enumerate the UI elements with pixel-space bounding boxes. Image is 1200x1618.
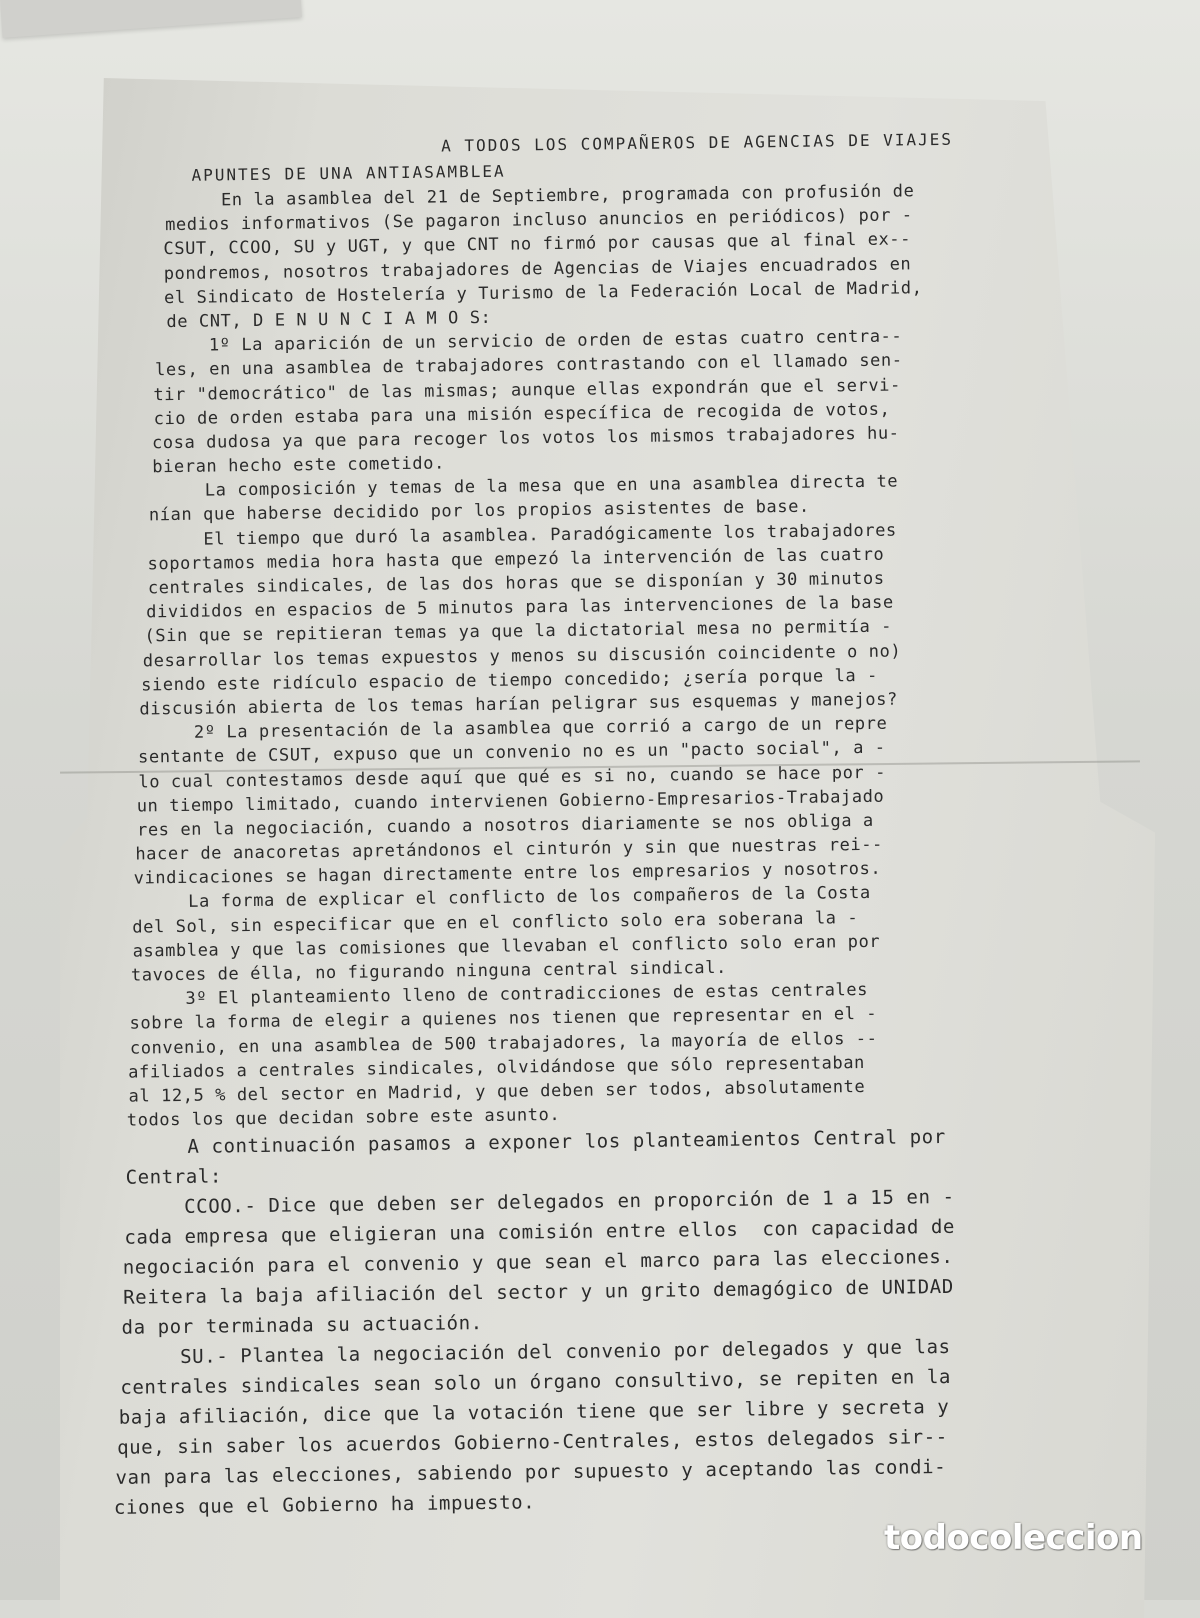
document-line: 2º La presentación de la asamblea que corrió a cargo de un repre <box>139 713 888 744</box>
document-line: A continuación pasamos a exponer los planteamientos Central por <box>127 1126 946 1159</box>
document-line: del Sol, sin especificar que en el conflicto solo era soberana la - <box>132 907 859 938</box>
document-line: sentante de CSUT, expuso que un convenio no es un "pacto social", a - <box>137 738 886 768</box>
document-line: afiliados a centrales sindicales, olvidándose que sólo representaban <box>128 1052 866 1083</box>
document-line: La composición y temas de la mesa que en una asamblea directa te <box>150 471 899 502</box>
document-line: todos los que decidan sobre este asunto. <box>126 1105 561 1131</box>
document-page <box>96 125 1074 1523</box>
document-line: hacer de anacoretas apretándonos el cinturón y sin que nuestras rei-- <box>135 834 884 865</box>
document-line: desarrollar los temas expuestos y menos su discusión coincidente o no) <box>142 641 902 671</box>
document-line: discusión abierta de los temas harían peligrar sus esquemas y manejos? <box>139 689 899 720</box>
document-line: tavoces de élla, no figurando ninguna central sindical. <box>130 957 727 986</box>
document-line: de CNT, D E N U N C I A M O S: <box>166 307 492 333</box>
document-line: Reitera la baja afiliación del sector y un grito demagógico de UNIDAD <box>123 1276 954 1310</box>
document-subtitle: APUNTES DE UNA ANTIASAMBLEA <box>191 161 506 185</box>
document-title: A TODOS LOS COMPAÑEROS DE AGENCIAS DE VIAJES <box>441 129 954 156</box>
document-line: que, sin saber los acuerdos Gobierno-Centrales, estos delegados sir-- <box>117 1426 948 1460</box>
document-line: bieran hecho este cometido. <box>152 453 445 478</box>
watermark-logo: todocoleccion <box>884 1518 1143 1558</box>
document-line: convenio, en una asamblea de 500 trabajadores, la mayoría de ellos -- <box>129 1028 878 1059</box>
document-line: medios informativos (Se pagaron incluso anuncios en periódicos) por - <box>165 205 913 236</box>
document-line: da por terminada su actuación. <box>121 1312 483 1340</box>
document-line: al 12,5 % del sector en Madrid, y que deben ser todos, absolutamente <box>128 1076 866 1107</box>
document-line: siendo este ridículo espacio de tiempo concedido; ¿sería porque la - <box>141 665 879 696</box>
document-line: La forma de explicar el conflicto de los compañeros de la Costa <box>133 883 871 914</box>
document-line: CSUT, CCOO, SU y UGT, y que CNT no firmó por causas que al final ex-- <box>163 229 912 260</box>
document-line: baja afiliación, dice que la votación tiene que ser libre y secreta y <box>118 1396 950 1430</box>
document-line: El tiempo que duró la asamblea. Paradógicamente los trabajadores <box>149 520 897 550</box>
document-line: 1º La aparición de un servicio de orden de estas cuatro centra-- <box>154 326 903 357</box>
document-line: soportamos media hora hasta que empezó la intervención de las cuatro <box>147 544 885 575</box>
document-line: cosa dudosa ya que para recoger los votos los mismos trabajadores hu- <box>151 423 900 454</box>
document-line: asamblea y que las comisiones que llevaban el conflicto solo eran por <box>132 931 881 962</box>
document-line: lo cual contestamos desde aquí que qué es si no, cuando se hace por - <box>138 762 887 792</box>
document-line: tir "democrático" de las mismas; aunque ellas expondrán que el servi- <box>153 374 902 405</box>
document-line: negociación para el convenio y que sean el marco para las elecciones. <box>122 1246 954 1280</box>
document-line: 3º El planteamiento lleno de contradicciones de estas centrales <box>131 980 869 1010</box>
document-line: van para las elecciones, sabiendo por supuesto y aceptando las condi- <box>115 1456 947 1490</box>
document-line: CCOO.- Dice que deben ser delegados en proporción de 1 a 15 en - <box>123 1186 955 1220</box>
document-line: centrales sindicales, de las dos horas que se disponían y 30 minutos <box>147 568 885 599</box>
document-line: el Sindicato de Hostelería y Turismo de la Federación Local de Madrid, <box>163 277 923 308</box>
document-line: un tiempo limitado, cuando intervienen Gobierno-Empresarios-Trabajado <box>136 786 885 817</box>
document-line: nían que haberse decidido por los propios asistentes de base. <box>148 497 810 526</box>
document-line: En la asamblea del 21 de Septiembre, programada con profusión de <box>166 181 915 212</box>
document-line: SU.- Plantea la negociación del convenio por delegados y que las <box>119 1336 951 1370</box>
document-line: centrales sindicales sean solo un órgano consultivo, se repiten en la <box>120 1366 952 1400</box>
document-line: ciones que el Gobierno ha impuesto. <box>113 1491 536 1520</box>
document-body <box>97 177 1074 1523</box>
document-line: (Sin que se repitieran temas ya que la dictatorial mesa no permitía - <box>144 616 893 647</box>
document-line: sobre la forma de elegir a quienes nos tienen que representar en el - <box>129 1004 878 1035</box>
document-line: res en la negociación, cuando a nosotros diariamente se nos obliga a <box>136 810 874 841</box>
document-line: Central: <box>125 1165 223 1190</box>
document-line: les, en una asamblea de trabajadores contrastando con el llamado sen- <box>154 350 903 381</box>
document-line: vindicaciones se hagan directamente entre los empresarios y nosotros. <box>133 859 882 889</box>
document-line: divididos en espacios de 5 minutos para las intervenciones de la base <box>146 592 894 623</box>
document-line: pondremos, nosotros trabajadores de Agencias de Viajes encuadrados en <box>163 253 912 284</box>
document-line: cio de orden estaba para una misión específica de recogida de votos, <box>153 399 891 429</box>
document-line: cada empresa que eligieran una comisión entre ellos con capacidad de <box>124 1216 956 1250</box>
